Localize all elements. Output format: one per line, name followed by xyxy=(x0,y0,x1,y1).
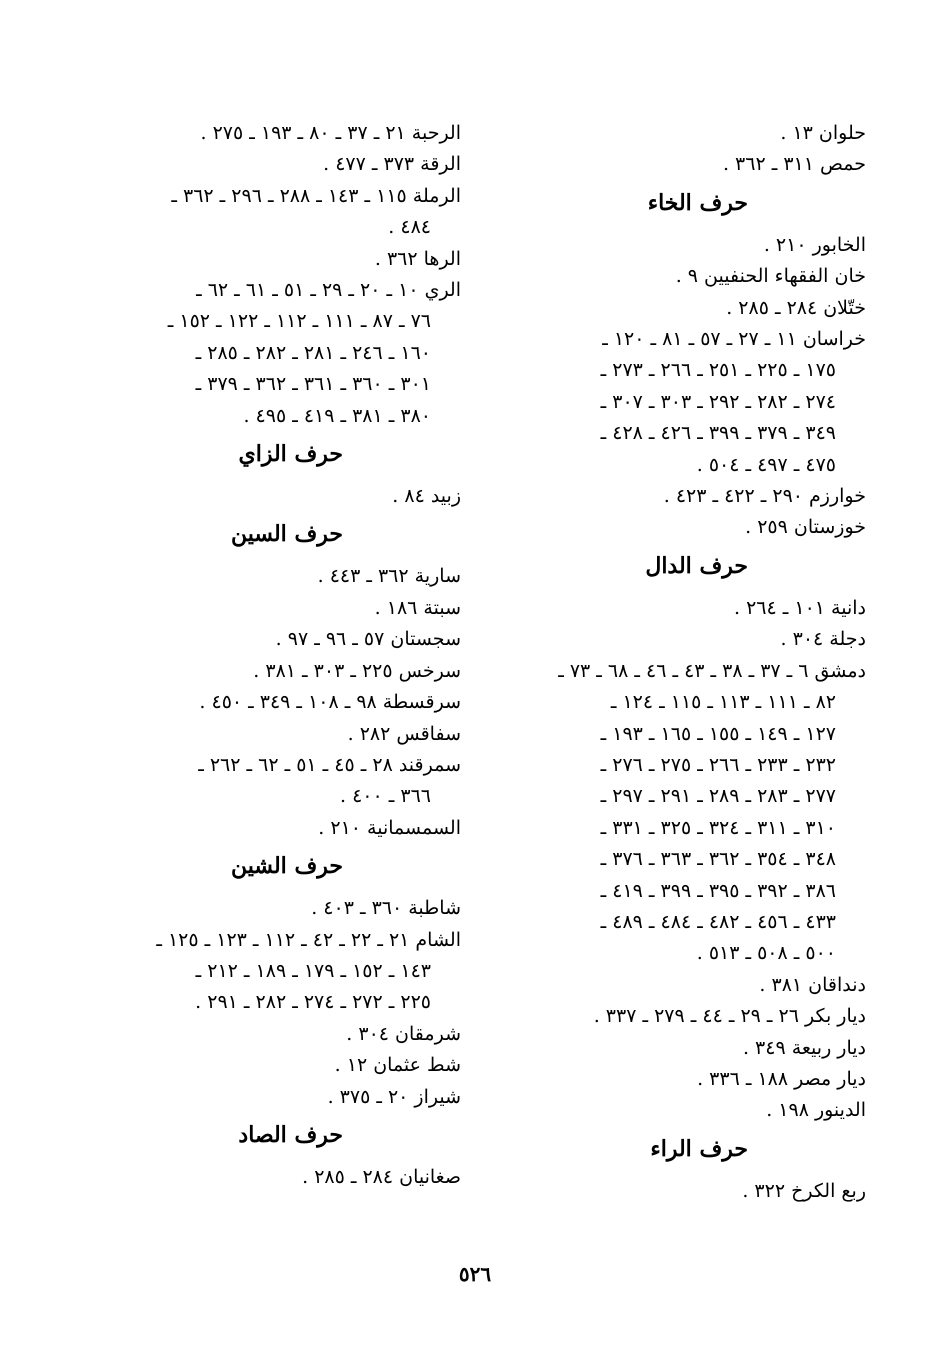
index-entry: خان الفقهاء الحنفيين ٩ . xyxy=(675,265,866,288)
index-entry-continuation: ٤٣٣ ـ ٤٥٦ ـ ٤٨٢ ـ ٤٨٤ ـ ٤٨٩ ـ xyxy=(600,910,836,933)
index-entry: ديار ربيعة ٣٤٩ . xyxy=(742,1036,866,1059)
index-entry: ديار مصر ١٨٨ ـ ٣٣٦ . xyxy=(697,1067,866,1090)
index-entry: خوزستان ٢٥٩ . xyxy=(745,516,866,539)
section-heading: حرف الخاء xyxy=(647,189,748,216)
index-column-left xyxy=(96,118,461,1193)
index-entry: خراسان ١١ ـ ٢٧ ـ ٥٧ ـ ٨١ ـ ١٢٠ ـ xyxy=(602,328,866,351)
index-entry: الشام ٢١ ـ ٢٢ ـ ٤٢ ـ ١١٢ ـ ١٢٣ ـ ١٢٥ ـ xyxy=(156,928,461,951)
index-entry-continuation: ٥٠٠ ـ ٥٠٨ ـ ٥١٣ . xyxy=(696,942,836,965)
index-entry-continuation: ٤٧٥ ـ ٤٩٧ ـ ٥٠٤ . xyxy=(696,453,836,476)
index-entry: سجستان ٥٧ ـ ٩٦ ـ ٩٧ . xyxy=(275,628,461,651)
index-entry-continuation: ٣٨٠ ـ ٣٨١ ـ ٤١٩ ـ ٤٩٥ . xyxy=(243,404,431,427)
index-entry: سارية ٣٦٢ ـ ٤٤٣ . xyxy=(317,565,461,588)
index-entry: ديار بكر ٢٦ ـ ٢٩ ـ ٤٤ ـ ٢٧٩ ـ ٣٣٧ . xyxy=(593,1005,866,1028)
index-entry-continuation: ١٤٣ ـ ١٥٢ ـ ١٧٩ ـ ١٨٩ ـ ٢١٢ ـ xyxy=(195,959,431,982)
index-entry-continuation: ٢٧٤ ـ ٢٨٢ ـ ٢٩٢ ـ ٣٠٣ ـ ٣٠٧ ـ xyxy=(600,390,836,413)
index-entry-continuation: ٨٢ ـ ١١١ ـ ١١٣ ـ ١١٥ ـ ١٢٤ ـ xyxy=(610,691,836,714)
section-heading: حرف الراء xyxy=(650,1135,748,1162)
index-entry: سرخس ٢٢٥ ـ ٣٠٣ ـ ٣٨١ . xyxy=(253,659,461,682)
index-entry: سبتة ١٨٦ . xyxy=(374,596,461,619)
index-entry-continuation: ٣٦٦ ـ ٤٠٠ . xyxy=(340,785,431,808)
index-entry-continuation: ٣٨٦ ـ ٣٩٢ ـ ٣٩٥ ـ ٣٩٩ ـ ٤١٩ ـ xyxy=(600,879,836,902)
index-entry-continuation: ٣١٠ ـ ٣١١ ـ ٣٢٤ ـ ٣٢٥ ـ ٣٣١ ـ xyxy=(600,816,836,839)
index-entry: الرها ٣٦٢ . xyxy=(374,247,461,270)
index-entry-continuation: ٣٠١ ـ ٣٦٠ ـ ٣٦١ ـ ٣٦٢ ـ ٣٧٩ ـ xyxy=(195,373,431,396)
section-heading: حرف الشين xyxy=(230,853,343,880)
index-column-right xyxy=(506,118,866,1207)
index-entry: الرقة ٣٧٣ ـ ٤٧٧ . xyxy=(323,153,461,176)
index-entry-continuation: ٣٤٨ ـ ٣٥٤ ـ ٣٦٢ ـ ٣٦٣ ـ ٣٧٦ ـ xyxy=(600,848,836,871)
index-entry: سرقسطة ٩٨ ـ ١٠٨ ـ ٣٤٩ ـ ٤٥٠ . xyxy=(199,691,461,714)
index-entry: الخابور ٢١٠ . xyxy=(763,233,866,256)
index-entry-continuation: ٢٧٧ ـ ٢٨٣ ـ ٢٨٩ ـ ٢٩١ ـ ٢٩٧ ـ xyxy=(600,785,836,808)
index-entry: خوارزم ٢٩٠ ـ ٤٢٢ ـ ٤٢٣ . xyxy=(663,485,866,508)
index-entry: دانية ١٠١ ـ ٢٦٤ . xyxy=(734,596,866,619)
index-entry: حلوان ١٣ . xyxy=(780,122,866,144)
index-entry-continuation: ١٢٧ ـ ١٤٩ ـ ١٥٥ ـ ١٦٥ ـ ١٩٣ ـ xyxy=(600,722,836,745)
index-entry-continuation: ١٦٠ ـ ٢٤٦ ـ ٢٨١ ـ ٢٨٢ ـ ٢٨٥ ـ xyxy=(195,341,431,364)
index-entry-continuation: ٢٢٥ ـ ٢٧٢ ـ ٢٧٤ ـ ٢٨٢ ـ ٢٩١ . xyxy=(195,991,431,1014)
index-entry: ربع الكرخ ٣٢٢ . xyxy=(742,1179,866,1202)
section-heading: حرف الزاي xyxy=(238,441,343,468)
index-entry: الرحبة ٢١ ـ ٣٧ ـ ٨٠ ـ ١٩٣ ـ ٢٧٥ . xyxy=(200,122,461,144)
section-heading: حرف الدال xyxy=(645,552,748,579)
index-entry: الري ١٠ ـ ٢٠ ـ ٢٩ ـ ٥١ ـ ٦١ ـ ٦٢ ـ xyxy=(196,279,461,302)
index-entry-continuation: ٤٨٤ . xyxy=(388,216,431,239)
index-entry: شرمقان ٣٠٤ . xyxy=(346,1022,461,1045)
index-entry-continuation: ٧٦ ـ ٨٧ ـ ١١١ ـ ١١٢ ـ ١٢٢ ـ ١٥٢ ـ xyxy=(167,310,431,333)
index-entry-continuation: ٣٤٩ ـ ٣٧٩ ـ ٣٩٩ ـ ٤٢٦ ـ ٤٢٨ ـ xyxy=(600,422,836,445)
index-entry: دمشق ٦ ـ ٣٧ ـ ٣٨ ـ ٤٣ ـ ٤٦ ـ ٦٨ ـ ٧٣ ـ xyxy=(558,659,866,682)
index-entry: حمص ٣١١ ـ ٣٦٢ . xyxy=(722,153,866,176)
index-entry: شاطبة ٣٦٠ ـ ٤٠٣ . xyxy=(311,897,461,920)
index-entry: الرملة ١١٥ ـ ١٤٣ ـ ٢٨٨ ـ ٢٩٦ ـ ٣٦٢ ـ xyxy=(171,184,461,207)
index-entry: صغانيان ٢٨٤ ـ ٢٨٥ . xyxy=(302,1165,461,1188)
page-number: ٥٢٦ xyxy=(458,1262,492,1286)
index-entry: الدينور ١٩٨ . xyxy=(766,1099,866,1122)
index-entry: سمرقند ٢٨ ـ ٤٥ ـ ٥١ ـ ٦٢ ـ ٢٦٢ ـ xyxy=(198,753,461,776)
index-entry: شيراز ٢٠ ـ ٣٧٥ . xyxy=(327,1085,461,1108)
index-entry: دجلة ٣٠٤ . xyxy=(780,628,866,651)
section-heading: حرف السين xyxy=(230,521,343,548)
index-entry: زبيد ٨٤ . xyxy=(392,485,461,508)
index-entry-continuation: ١٧٥ ـ ٢٢٥ ـ ٢٥١ ـ ٢٦٦ ـ ٢٧٣ ـ xyxy=(600,359,836,382)
index-entry: ختّلان ٢٨٤ ـ ٢٨٥ . xyxy=(726,296,866,319)
index-entry: سفاقس ٢٨٢ . xyxy=(347,722,461,745)
index-entry: شط عثمان ١٢ . xyxy=(334,1054,461,1077)
index-entry: دنداقان ٣٨١ . xyxy=(759,973,866,996)
index-entry: السمسمانية ٢١٠ . xyxy=(318,816,461,839)
section-heading: حرف الصاد xyxy=(238,1121,343,1148)
index-entry-continuation: ٢٣٢ ـ ٢٣٣ ـ ٢٦٦ ـ ٢٧٥ ـ ٢٧٦ ـ xyxy=(600,753,836,776)
